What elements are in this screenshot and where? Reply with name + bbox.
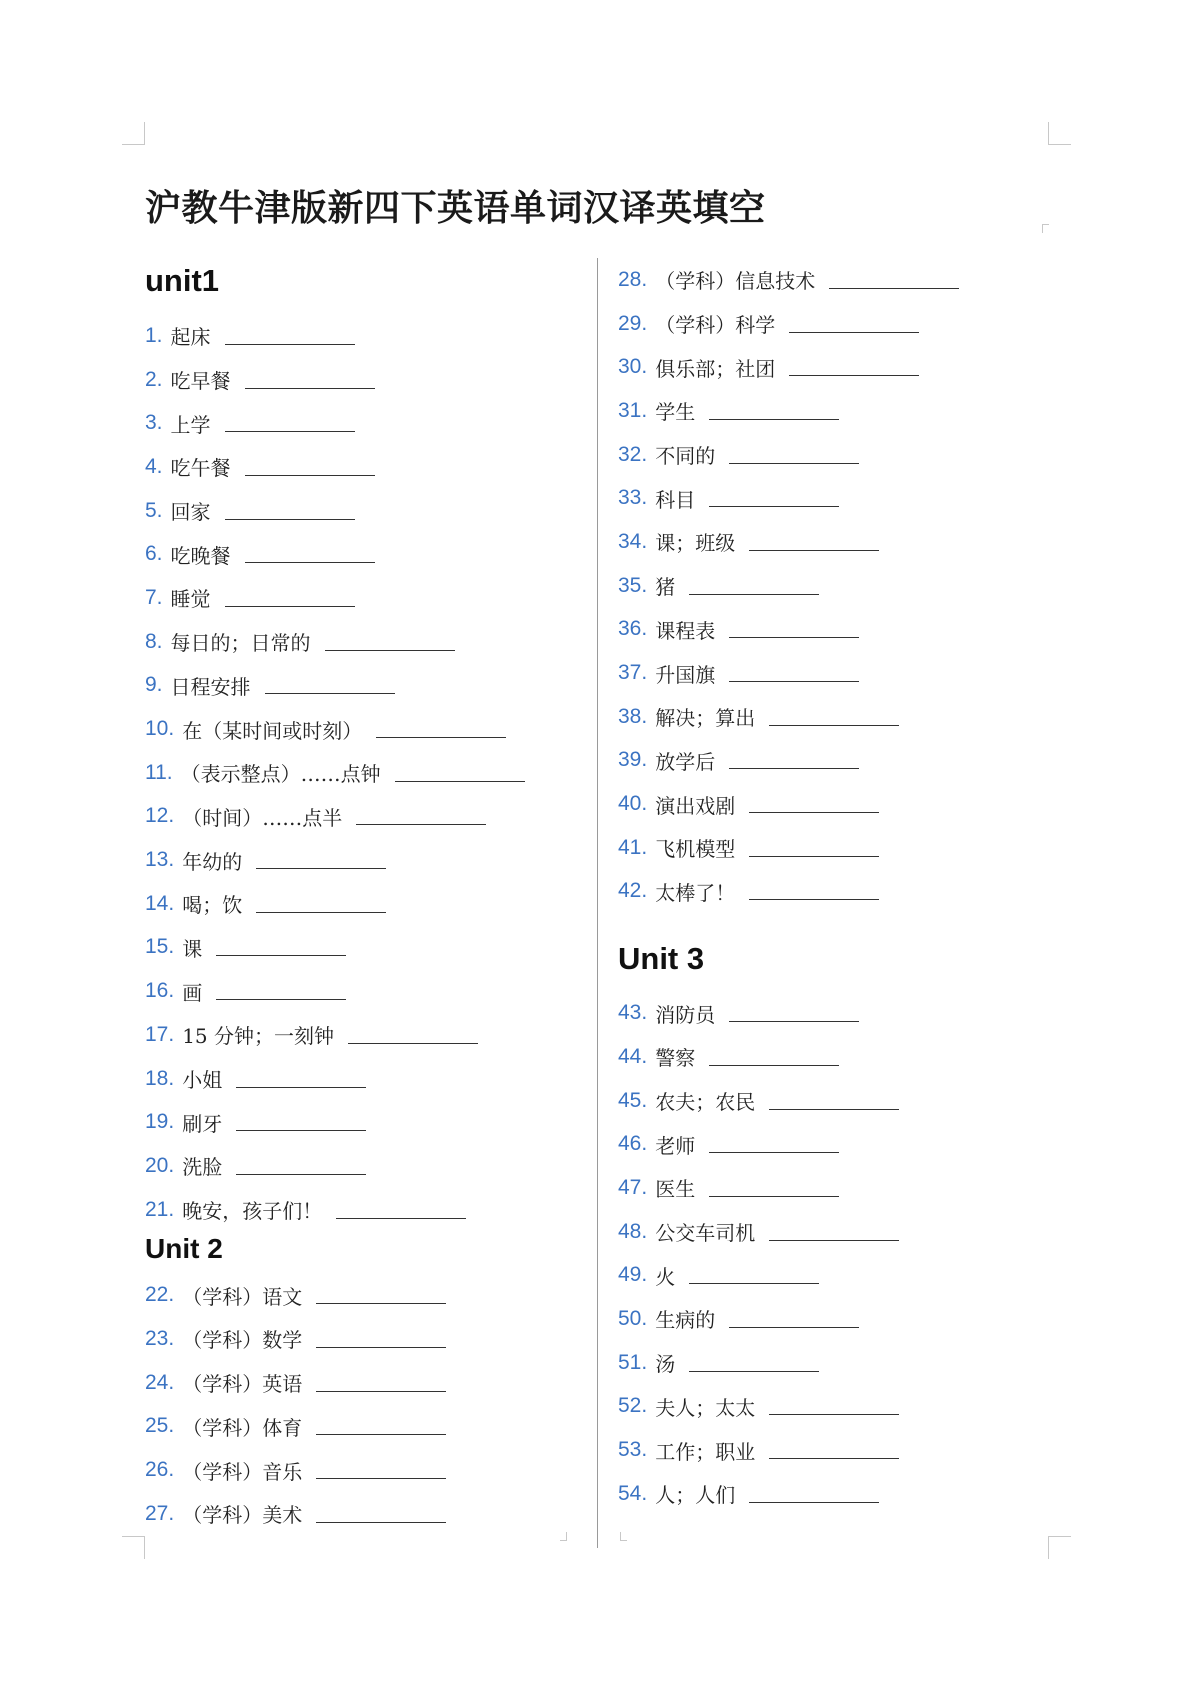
answer-blank[interactable] <box>749 855 879 857</box>
vocab-item <box>618 1079 1058 1123</box>
vocab-item <box>145 1448 585 1492</box>
answer-blank[interactable] <box>256 911 386 913</box>
item-number: 5. <box>145 498 163 522</box>
item-number: 42. <box>618 879 648 903</box>
vocab-item <box>618 826 1058 870</box>
answer-blank[interactable] <box>336 1217 466 1219</box>
answer-blank[interactable] <box>749 898 879 900</box>
answer-blank[interactable] <box>216 998 346 1000</box>
answer-blank[interactable] <box>729 462 859 464</box>
item-number: 26. <box>145 1458 175 1482</box>
answer-blank[interactable] <box>729 767 859 769</box>
item-number: 39. <box>618 748 648 772</box>
vocab-item <box>618 476 1058 520</box>
item-chinese-word: 吃早餐 <box>170 369 231 394</box>
vocab-item <box>618 608 1058 652</box>
item-chinese-word: 科目 <box>655 487 696 512</box>
item-chinese-word: 太棒了！ <box>655 880 736 905</box>
item-chinese-word: （学科）科学 <box>655 313 776 338</box>
answer-blank[interactable] <box>316 1433 446 1435</box>
item-chinese-word: （学科）信息技术 <box>655 269 816 294</box>
item-number: 20. <box>145 1153 175 1177</box>
item-chinese-word: 猪 <box>655 575 676 600</box>
answer-blank[interactable] <box>749 811 879 813</box>
vocab-item <box>618 520 1058 564</box>
vocab-item <box>145 664 585 708</box>
item-number: 12. <box>145 804 175 828</box>
item-number: 33. <box>618 486 648 510</box>
item-chinese-word: 放学后 <box>655 749 716 774</box>
item-number: 30. <box>618 355 648 379</box>
vocab-item <box>618 991 1058 1035</box>
item-chinese-word: 火 <box>655 1264 676 1289</box>
item-chinese-word: 15 分钟；一刻钟 <box>182 1024 335 1049</box>
unit3-list <box>618 991 1058 1515</box>
left-column <box>145 262 585 1536</box>
item-chinese-word: （学科）音乐 <box>182 1459 303 1484</box>
item-chinese-word: （学科）语文 <box>182 1284 303 1309</box>
answer-blank[interactable] <box>225 343 355 345</box>
vocab-item <box>618 1122 1058 1166</box>
answer-blank[interactable] <box>265 692 395 694</box>
answer-blank[interactable] <box>689 1370 819 1372</box>
vocab-item <box>145 489 585 533</box>
answer-blank[interactable] <box>789 374 919 376</box>
answer-blank[interactable] <box>729 1020 859 1022</box>
answer-blank[interactable] <box>325 649 455 651</box>
vocab-item <box>618 1472 1058 1516</box>
vocab-item <box>618 651 1058 695</box>
item-chinese-word: （时间）……点半 <box>182 805 343 830</box>
answer-blank[interactable] <box>709 1195 839 1197</box>
item-number: 38. <box>618 704 648 728</box>
item-number: 28. <box>618 267 648 291</box>
answer-blank[interactable] <box>709 1064 839 1066</box>
item-number: 51. <box>618 1350 648 1374</box>
answer-blank[interactable] <box>749 1501 879 1503</box>
item-chinese-word: 汤 <box>655 1352 676 1377</box>
item-chinese-word: 公交车司机 <box>655 1221 756 1246</box>
answer-blank[interactable] <box>225 430 355 432</box>
item-chinese-word: 喝；饮 <box>182 893 243 918</box>
vocab-item <box>618 1341 1058 1385</box>
vocab-item <box>618 1385 1058 1429</box>
answer-blank[interactable] <box>709 1151 839 1153</box>
item-chinese-word: 医生 <box>655 1177 696 1202</box>
vocab-item <box>145 445 585 489</box>
answer-blank[interactable] <box>729 636 859 638</box>
item-number: 43. <box>618 1001 648 1025</box>
vocab-item <box>145 1317 585 1361</box>
item-number: 13. <box>145 848 175 872</box>
item-number: 25. <box>145 1414 175 1438</box>
item-chinese-word: 夫人；太太 <box>655 1395 756 1420</box>
item-chinese-word: 消防员 <box>655 1002 716 1027</box>
item-chinese-word: 俱乐部；社团 <box>655 356 776 381</box>
answer-blank[interactable] <box>376 736 506 738</box>
item-number: 16. <box>145 979 175 1003</box>
right-column <box>618 258 1058 1516</box>
item-number: 4. <box>145 454 163 478</box>
answer-blank[interactable] <box>316 1302 446 1304</box>
item-chinese-word: 小姐 <box>182 1068 223 1093</box>
item-number: 52. <box>618 1394 648 1418</box>
vocab-item <box>618 302 1058 346</box>
item-chinese-word: 课程表 <box>655 618 716 643</box>
item-number: 40. <box>618 792 648 816</box>
vocab-item <box>145 1361 585 1405</box>
vocab-item <box>145 882 585 926</box>
vocab-item <box>145 620 585 664</box>
crop-mark-top-left <box>122 122 145 145</box>
item-chinese-word: 年幼的 <box>182 849 243 874</box>
vocab-item <box>145 1492 585 1536</box>
item-number: 23. <box>145 1326 175 1350</box>
item-number: 53. <box>618 1438 648 1462</box>
item-number: 18. <box>145 1066 175 1090</box>
vocab-item <box>618 782 1058 826</box>
item-number: 46. <box>618 1132 648 1156</box>
item-chinese-word: 画 <box>182 980 203 1005</box>
item-chinese-word: （学科）英语 <box>182 1372 303 1397</box>
vocab-item <box>618 695 1058 739</box>
item-number: 21. <box>145 1197 175 1221</box>
answer-blank[interactable] <box>245 474 375 476</box>
answer-blank[interactable] <box>729 680 859 682</box>
item-number: 3. <box>145 411 163 435</box>
crop-mark-bottom-right <box>1048 1536 1071 1559</box>
item-number: 54. <box>618 1481 648 1505</box>
vocab-item <box>618 345 1058 389</box>
answer-blank[interactable] <box>245 387 375 389</box>
item-chinese-word: 睡觉 <box>170 587 211 612</box>
item-chinese-word: （学科）美术 <box>182 1503 303 1528</box>
crop-mark-bottom-left <box>122 1536 145 1559</box>
item-chinese-word: 工作；职业 <box>655 1439 756 1464</box>
item-chinese-word: （学科）体育 <box>182 1415 303 1440</box>
answer-blank[interactable] <box>749 549 879 551</box>
item-number: 27. <box>145 1501 175 1525</box>
vocab-item <box>145 707 585 751</box>
item-number: 17. <box>145 1022 175 1046</box>
vocab-item <box>145 1013 585 1057</box>
item-number: 7. <box>145 585 163 609</box>
vocab-item <box>145 1405 585 1449</box>
item-chinese-word: 在（某时间或时刻） <box>182 718 363 743</box>
vocab-item <box>618 1210 1058 1254</box>
answer-blank[interactable] <box>316 1390 446 1392</box>
column-divider <box>597 258 598 1548</box>
crop-mark-column-right <box>620 1532 627 1541</box>
item-number: 8. <box>145 629 163 653</box>
vocab-item <box>145 532 585 576</box>
item-number: 35. <box>618 573 648 597</box>
item-number: 37. <box>618 661 648 685</box>
item-chinese-word: 日程安排 <box>170 674 251 699</box>
item-chinese-word: 农夫；农民 <box>655 1090 756 1115</box>
item-chinese-word: 不同的 <box>655 444 716 469</box>
item-chinese-word: 刷牙 <box>182 1111 223 1136</box>
item-chinese-word: 每日的；日常的 <box>170 631 311 656</box>
answer-blank[interactable] <box>789 331 919 333</box>
vocab-item <box>145 838 585 882</box>
item-number: 29. <box>618 311 648 335</box>
item-chinese-word: 课 <box>182 936 203 961</box>
vocab-item <box>145 358 585 402</box>
item-chinese-word: 晚安，孩子们！ <box>182 1199 323 1224</box>
answer-blank[interactable] <box>395 780 525 782</box>
answer-blank[interactable] <box>689 593 819 595</box>
vocab-item <box>145 1100 585 1144</box>
answer-blank[interactable] <box>769 1457 899 1459</box>
crop-mark-title-right <box>1042 224 1049 233</box>
vocab-item <box>618 1166 1058 1210</box>
vocab-item <box>145 576 585 620</box>
vocab-item <box>618 389 1058 433</box>
item-chinese-word: 飞机模型 <box>655 837 736 862</box>
answer-blank[interactable] <box>245 561 375 563</box>
vocab-item <box>618 739 1058 783</box>
vocab-item <box>145 969 585 1013</box>
item-number: 19. <box>145 1110 175 1134</box>
item-chinese-word: 解决；算出 <box>655 706 756 731</box>
item-chinese-word: 回家 <box>170 500 211 525</box>
answer-blank[interactable] <box>225 518 355 520</box>
answer-blank[interactable] <box>236 1129 366 1131</box>
unit1-list <box>145 314 585 1231</box>
unit2-right-list <box>618 258 1058 913</box>
item-number: 31. <box>618 398 648 422</box>
unit2-heading: Unit 2 <box>145 1233 223 1265</box>
vocab-item <box>145 1144 585 1188</box>
vocab-item <box>618 1297 1058 1341</box>
item-chinese-word: （表示整点）……点钟 <box>180 762 381 787</box>
item-chinese-word: 上学 <box>170 412 211 437</box>
item-number: 22. <box>145 1283 175 1307</box>
answer-blank[interactable] <box>316 1521 446 1523</box>
vocab-item <box>145 1273 585 1317</box>
answer-blank[interactable] <box>316 1346 446 1348</box>
item-number: 10. <box>145 717 175 741</box>
answer-blank[interactable] <box>236 1086 366 1088</box>
unit1-heading: unit1 <box>145 263 220 298</box>
crop-mark-top-right <box>1048 122 1071 145</box>
unit2-left-list <box>145 1273 585 1535</box>
answer-blank[interactable] <box>216 954 346 956</box>
page-title: 沪教牛津版新四下英语单词汉译英填空 <box>145 187 766 229</box>
item-number: 11. <box>145 760 173 784</box>
vocab-item <box>145 314 585 358</box>
item-number: 14. <box>145 891 175 915</box>
item-number: 1. <box>145 323 163 347</box>
vocab-item <box>145 751 585 795</box>
item-number: 44. <box>618 1044 648 1068</box>
item-chinese-word: 升国旗 <box>655 662 716 687</box>
item-chinese-word: 洗脸 <box>182 1155 223 1180</box>
item-chinese-word: 生病的 <box>655 1308 716 1333</box>
answer-blank[interactable] <box>769 1413 899 1415</box>
unit3-heading: Unit 3 <box>618 941 705 977</box>
vocab-item <box>145 795 585 839</box>
item-number: 49. <box>618 1263 648 1287</box>
item-chinese-word: 人；人们 <box>655 1483 736 1508</box>
item-chinese-word: 老师 <box>655 1133 696 1158</box>
vocab-item <box>618 1035 1058 1079</box>
item-chinese-word: 吃晚餐 <box>170 543 231 568</box>
answer-blank[interactable] <box>356 823 486 825</box>
item-number: 2. <box>145 367 163 391</box>
item-number: 50. <box>618 1306 648 1330</box>
item-chinese-word: 课；班级 <box>655 531 736 556</box>
vocab-item <box>618 870 1058 914</box>
answer-blank[interactable] <box>729 1326 859 1328</box>
item-number: 6. <box>145 542 163 566</box>
answer-blank[interactable] <box>689 1282 819 1284</box>
answer-blank[interactable] <box>709 418 839 420</box>
vocab-item <box>618 1253 1058 1297</box>
vocab-item <box>618 564 1058 608</box>
vocab-item <box>618 258 1058 302</box>
item-number: 48. <box>618 1219 648 1243</box>
vocab-item <box>145 926 585 970</box>
item-number: 34. <box>618 529 648 553</box>
item-chinese-word: （学科）数学 <box>182 1328 303 1353</box>
answer-blank[interactable] <box>348 1042 478 1044</box>
item-number: 32. <box>618 442 648 466</box>
answer-blank[interactable] <box>236 1173 366 1175</box>
answer-blank[interactable] <box>769 1239 899 1241</box>
vocab-item <box>618 1428 1058 1472</box>
answer-blank[interactable] <box>829 287 959 289</box>
item-number: 47. <box>618 1175 648 1199</box>
vocab-item <box>145 401 585 445</box>
vocab-item <box>145 1057 585 1101</box>
answer-blank[interactable] <box>316 1477 446 1479</box>
item-number: 15. <box>145 935 175 959</box>
item-chinese-word: 起床 <box>170 325 211 350</box>
item-chinese-word: 学生 <box>655 400 696 425</box>
item-number: 24. <box>145 1370 175 1394</box>
item-chinese-word: 警察 <box>655 1046 696 1071</box>
item-number: 45. <box>618 1088 648 1112</box>
item-number: 41. <box>618 835 648 859</box>
item-number: 36. <box>618 617 648 641</box>
vocab-item <box>618 433 1058 477</box>
answer-blank[interactable] <box>769 724 899 726</box>
vocab-item <box>145 1188 585 1232</box>
item-number: 9. <box>145 673 163 697</box>
item-chinese-word: 吃午餐 <box>170 456 231 481</box>
answer-blank[interactable] <box>709 505 839 507</box>
answer-blank[interactable] <box>225 605 355 607</box>
answer-blank[interactable] <box>256 867 386 869</box>
item-chinese-word: 演出戏剧 <box>655 793 736 818</box>
answer-blank[interactable] <box>769 1108 899 1110</box>
